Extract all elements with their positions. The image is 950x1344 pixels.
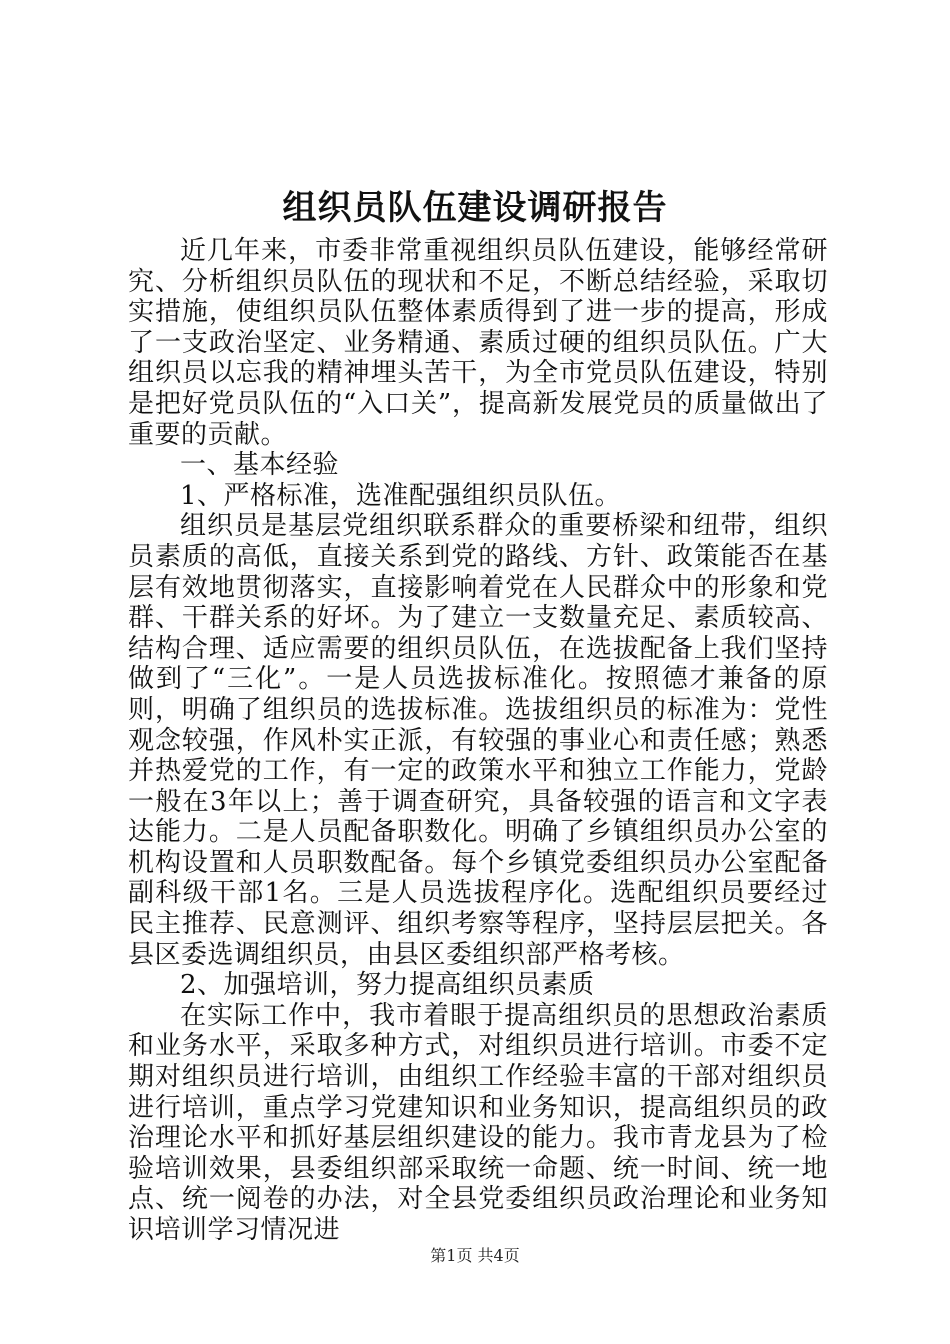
- page-footer: 第1页 共4页: [430, 1246, 520, 1265]
- document-title: 组织员队伍建设调研报告: [282, 188, 668, 228]
- paragraph-selection: 组织员是基层党组织联系群众的重要桥梁和纽带，组织员素质的高低，直接关系到党的路线、方针、政策能否在基层有效地贯彻落实，直接影响着党在人民群众中的形象和党群、干群关系的好坏。为了建立一支数量充足、素质较高、结构合理、适应需要的组织员队伍，在选拔配备上我们坚持做到了“三化”。一是人员选拔标准化。按照德才兼备的原则，明确了组织员的选拔标准。选拔组织员的标准为：党性观念较强，作风朴实正派，有较强的事业心和责任感；熟悉并热爱党的工作，有一定的政策水平和独立工作能力，党龄一般在3年以上；善于调查研究，具备较强的语言和文字表达能力。二是人员配备职数化。明确了乡镇组织员办公室的机构设置和人员职数配备。每个乡镇党委组织员办公室配备副科级干部1名。三是人员选拔程序化。选配组织员要经过民主推荐、民意测评、组织考察等程序，坚持层层把关。各县区委选调组织员，由县区委组织部严格考核。: [128, 511, 828, 970]
- subsection-heading-1: 1、严格标准，选准配强组织员队伍。: [180, 480, 622, 511]
- subsection-heading-2: 2、加强培训，努力提高组织员素质: [180, 970, 595, 1001]
- paragraph-intro: 近几年来，市委非常重视组织员队伍建设，能够经常研究、分析组织员队伍的现状和不足，不断总结经验，采取切实措施，使组织员队伍整体素质得到了进一步的提高，形成了一支政治坚定、业务精通、素质过硬的组织员队伍。广大组织员以忘我的精神埋头苦干，为全市党员队伍建设，特别是把好党员队伍的“入口关”，提高新发展党员的质量做出了重要的贡献。: [128, 236, 828, 450]
- paragraph-training: 在实际工作中，我市着眼于提高组织员的思想政治素质和业务水平，采取多种方式，对组织员进行培训。市委不定期对组织员进行培训，由组织工作经验丰富的干部对组织员进行培训，重点学习党建知识和业务知识，提高组织员的政治理论水平和抓好基层组织建设的能力。我市青龙县为了检验培训效果，县委组织部采取统一命题、统一时间、统一地点、统一阅卷的办法，对全县党委组织员政治理论和业务知识培训学习情况进: [128, 1000, 828, 1245]
- section-heading-basic-experience: 一、基本经验: [180, 450, 340, 481]
- document-body: [128, 236, 828, 1246]
